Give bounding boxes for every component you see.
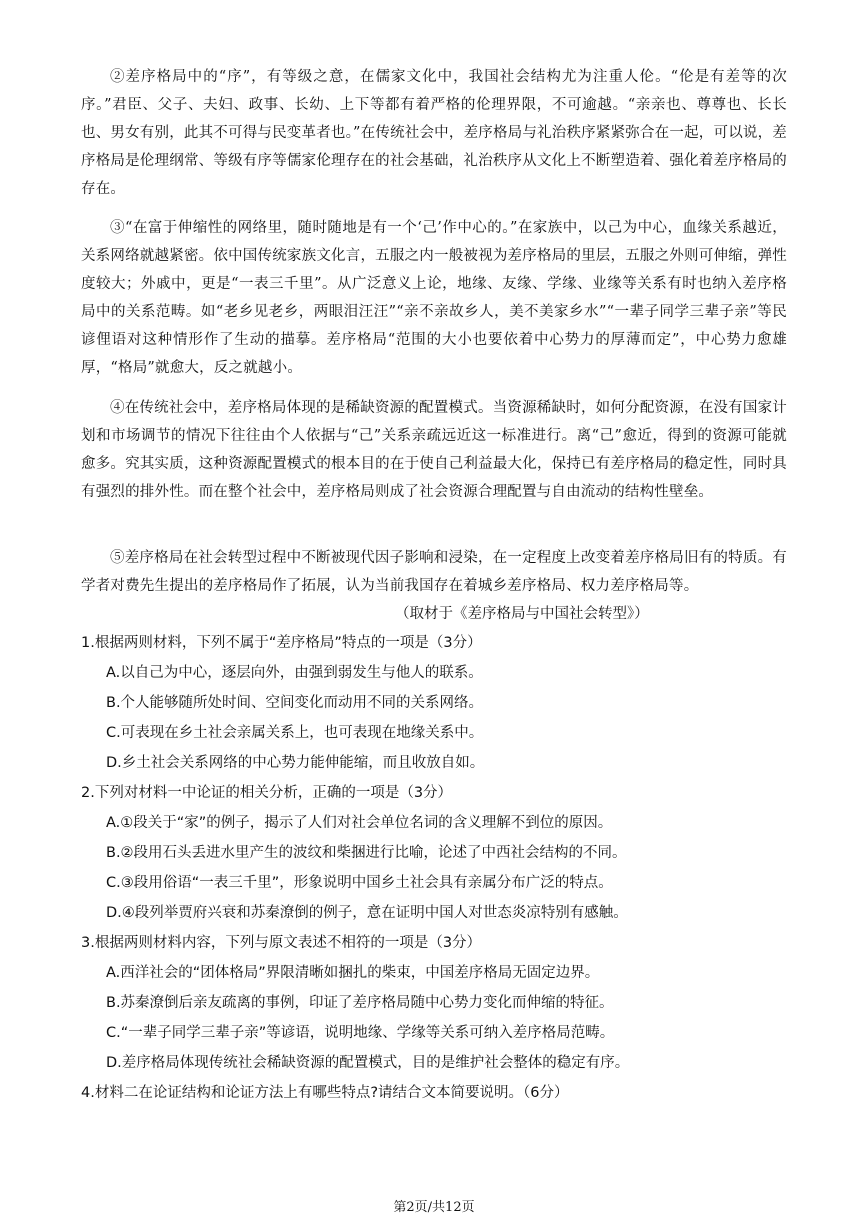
paragraph-3: ③“在富于伸缩性的网络里，随时随地是有一个‘己’作中心的。”在家族中，以己为中心，血缘关系越近，关系网络就越紧密。依中国传统家族文化言，五服之内一般被视为差序格局的里层，五服之外则可伸缩，弹性度较大；外戚中，更是“一表三千里”。从广泛意义上论，地缘、友缘、学缘、业缘等关系有时也纳入差序格局中的关系范畴。如“老乡见老乡，两眼泪汪汪”“亲不亲故乡人，美不美家乡水”“一辈子同学三辈子亲”等民谚俚语对这种情形作了生动的描摹。差序格局“范围的大小也要依着中心势力的厚薄而定”，中心势力愈雄厚，“格局”就愈大，反之就越小。: [81, 220, 787, 376]
question-2-option-b: B.②段用石头丢进水里产生的波纹和柴捆进行比喻，论述了中西社会结构的不同。: [106, 845, 627, 861]
question-3-stem: 3.根据两则材料内容，下列与原文表述不相符的一项是（3分）: [81, 935, 482, 951]
question-1-option-d: D.乡土社会关系网络的中心势力能伸能缩，而且收放自如。: [106, 755, 485, 771]
question-2-option-a: A.①段关于“家”的例子，揭示了人们对社会单位名词的含义理解不到位的原因。: [106, 815, 613, 831]
question-3-option-c: C.“一辈子同学三辈子亲”等谚语，说明地缘、学缘等关系可纳入差序格局范畴。: [106, 1025, 615, 1041]
question-1-option-a: A.以自己为中心，逐层向外，由强到弱发生与他人的联系。: [106, 665, 483, 681]
paragraph-2: ②差序格局中的“序”，有等级之意，在儒家文化中，我国社会结构尤为注重人伦。“伦是有差等的次序。”君臣、父子、夫妇、政事、长幼、上下等都有着严格的伦理界限，不可逾越。“亲亲也、尊尊也、长长也、男女有别，此其不可得与民变革者也。”在传统社会中，差序格局与礼治秩序紧紧弥合在一起，可以说，差序格局是伦理纲常、等级有序等儒家伦理存在的社会基础，礼治秩序从文化上不断塑造着、强化着差序格局的存在。: [81, 69, 787, 197]
question-1-stem: 1.根据两则材料，下列不属于“差序格局”特点的一项是（3分）: [81, 635, 482, 651]
question-3-option-b: B.苏秦潦倒后亲友疏离的事例，印证了差序格局随中心势力变化而伸缩的特征。: [106, 995, 614, 1011]
page-number-footer: 第2页/共12页: [393, 1200, 475, 1215]
paragraph-5: ⑤差序格局在社会转型过程中不断被现代因子影响和浸染，在一定程度上改变着差序格局旧有的特质。有学者对费先生提出的差序格局作了拓展，认为当前我国存在着城乡差序格局、权力差序格局等。: [81, 550, 787, 594]
question-1-option-c: C.可表现在乡土社会亲属关系上，也可表现在地缘关系中。: [106, 725, 484, 741]
question-2-option-c: C.③段用俗语“一表三千里”，形象说明中国乡土社会具有亲属分布广泛的特点。: [106, 875, 613, 891]
source-citation: （取材于《差序格局与中国社会转型》）: [395, 606, 649, 622]
question-3-option-a: A.西洋社会的“团体格局”界限清晰如捆扎的柴束，中国差序格局无固定边界。: [106, 965, 600, 981]
question-1-option-b: B.个人能够随所处时间、空间变化而动用不同的关系网络。: [106, 695, 484, 711]
question-3-option-d: D.差序格局体现传统社会稀缺资源的配置模式，目的是维护社会整体的稳定有序。: [106, 1055, 630, 1071]
question-4-stem: 4.材料二在论证结构和论证方法上有哪些特点?请结合文本简要说明。（6分）: [81, 1085, 569, 1101]
paragraph-4: ④在传统社会中，差序格局体现的是稀缺资源的配置模式。当资源稀缺时，如何分配资源，在没有国家计划和市场调节的情况下往往由个人依据与“己”关系亲疏远近这一标准进行。离“己”愈近，得到的资源可能就愈多。究其实质，这种资源配置模式的根本目的在于使自己利益最大化，保持已有差序格局的稳定性，同时具有强烈的排外性。而在整个社会中，差序格局则成了社会资源合理配置与自由流动的结构性壁垒。: [81, 400, 787, 500]
question-2-stem: 2.下列对材料一中论证的相关分析，正确的一项是（3分）: [81, 785, 453, 801]
question-2-option-d: D.④段列举贾府兴衰和苏秦潦倒的例子，意在证明中国人对世态炎凉特别有感触。: [106, 905, 628, 921]
